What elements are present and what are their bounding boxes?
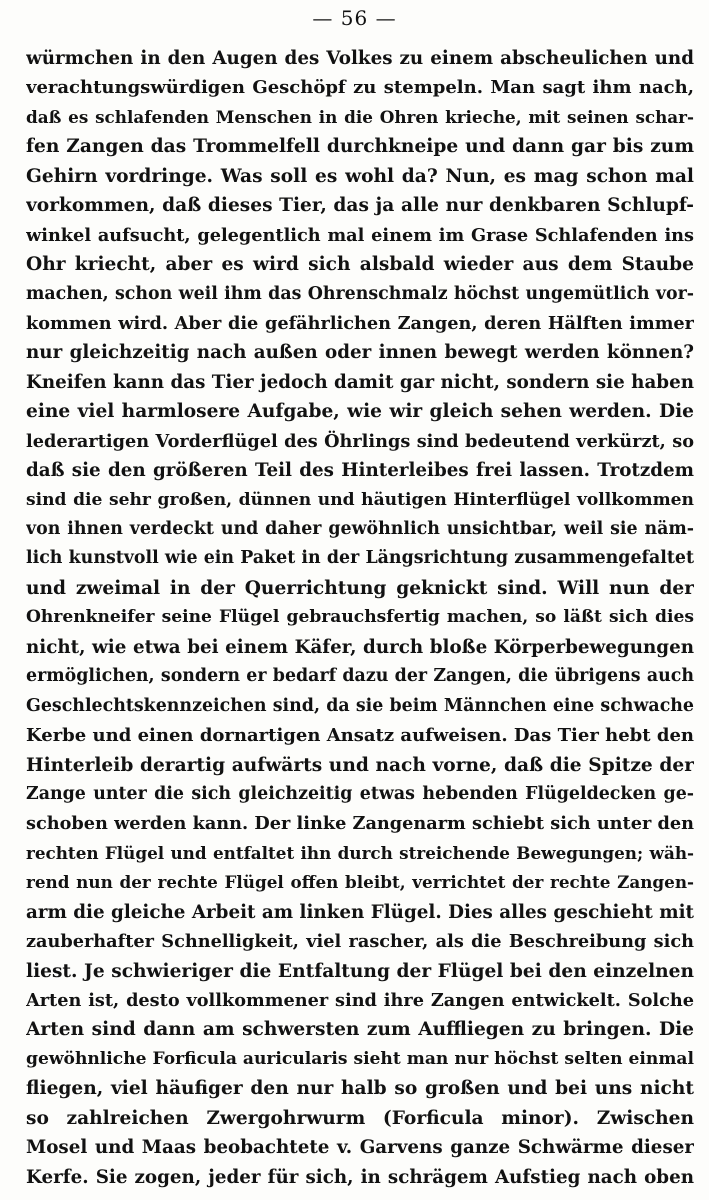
body-text (26, 44, 694, 1192)
text-line: Gehirn vordringe. Was soll es wohl da? Nun, es mag schon mal (26, 165, 694, 187)
text-line: Geschlechtskennzeichen sind, da sie beim Männchen eine schwache (26, 695, 694, 716)
text-line: nicht, wie etwa bei einem Käfer, durch bloße Körperbewegungen (26, 636, 694, 658)
text-line: vorkommen, daß dieses Tier, das ja alle nur denkbaren Schlupf- (26, 195, 694, 217)
text-line: fen Zangen das Trommelfell durchkneipe und dann gar bis zum (26, 136, 694, 158)
text-line: nur gleichzeitig nach außen oder innen bewegt werden können? (26, 342, 694, 364)
text-line: Arten sind dann am schwersten zum Auffliegen zu bringen. Die (26, 1019, 694, 1041)
text-line: sind die sehr großen, dünnen und häutigen Hinterflügel vollkommen (26, 489, 694, 510)
text-line: Arten ist, desto vollkommener sind ihre Zangen entwickelt. Solche (26, 990, 694, 1011)
text-line: so zahlreichen Zwergohrwurm (Forficula minor). Zwischen (26, 1107, 694, 1129)
text-line: gewöhnliche Forficula auricularis sieht man nur höchst selten einmal (26, 1048, 694, 1069)
text-line: rechten Flügel und entfaltet ihn durch streichende Bewegungen; wäh- (26, 842, 694, 863)
text-line: von ihnen verdeckt und daher gewöhnlich unsichtbar, weil sie näm- (26, 519, 694, 539)
text-line: daß sie den größeren Teil des Hinterleibes frei lassen. Trotzdem (26, 460, 694, 482)
page-number: — 56 — (312, 6, 397, 30)
text-line: rend nun der rechte Flügel offen bleibt, verrichtet der rechte Zangen- (26, 872, 694, 893)
text-line: lich kunstvoll wie ein Paket in der Längsrichtung zusammengefaltet (26, 548, 694, 569)
text-line: zauberhafter Schnelligkeit, viel rascher, als die Beschreibung sich (26, 931, 694, 953)
text-line: Zange unter die sich gleichzeitig etwas hebenden Flügeldecken ge- (26, 783, 694, 804)
text-line: machen, schon weil ihm das Ohrenschmalz höchst ungemütlich vor- (26, 283, 694, 304)
text-line: fliegen, viel häufiger den nur halb so großen und bei uns nicht (26, 1078, 694, 1100)
text-line: Ohrenkneifer seine Flügel gebrauchsfertig machen, so läßt sich dies (26, 607, 694, 628)
text-line: verachtungswürdigen Geschöpf zu stempeln. Man sagt ihm nach, (26, 77, 694, 99)
text-line: Kerbe und einen dornartigen Ansatz aufweisen. Das Tier hebt den (26, 725, 694, 747)
text-line: lederartigen Vorderflügel des Öhrlings sind bedeutend verkürzt, so (26, 430, 694, 452)
text-line: kommen wird. Aber die gefährlichen Zangen, deren Hälften immer (26, 312, 694, 334)
text-line: arm die gleiche Arbeit am linken Flügel. Dies alles geschieht mit (26, 901, 694, 923)
text-line: Hinterleib derartig aufwärts und nach vorne, daß die Spitze der (26, 754, 694, 776)
text-line: Ohr kriecht, aber es wird sich alsbald wieder aus dem Staube (26, 254, 694, 276)
text-line: ermöglichen, sondern er bedarf dazu der Zangen, die übrigens auch (26, 666, 694, 687)
text-line: Kneifen kann das Tier jedoch damit gar nicht, sondern sie haben (26, 371, 694, 393)
text-line: Mosel und Maas beobachtete v. Garvens ganze Schwärme dieser (26, 1137, 694, 1159)
text-line: schoben werden kann. Der linke Zangenarm schiebt sich unter den (26, 813, 694, 835)
text-line: Kerfe. Sie zogen, jeder für sich, in schrägem Aufstieg nach oben (26, 1166, 694, 1188)
text-line: und zweimal in der Querrichtung geknickt sind. Will nun der (26, 577, 694, 599)
text-line: daß es schlafenden Menschen in die Ohren krieche, mit seinen schar- (26, 106, 694, 127)
text-line: eine viel harmlosere Aufgabe, wie wir gleich sehen werden. Die (26, 401, 694, 423)
text-line: würmchen in den Augen des Volkes zu einem abscheulichen und (26, 48, 694, 69)
text-line: winkel aufsucht, gelegentlich mal einem im Grase Schlafenden ins (26, 224, 694, 246)
text-line: liest. Je schwieriger die Entfaltung der Flügel bei den einzelnen (26, 960, 694, 982)
